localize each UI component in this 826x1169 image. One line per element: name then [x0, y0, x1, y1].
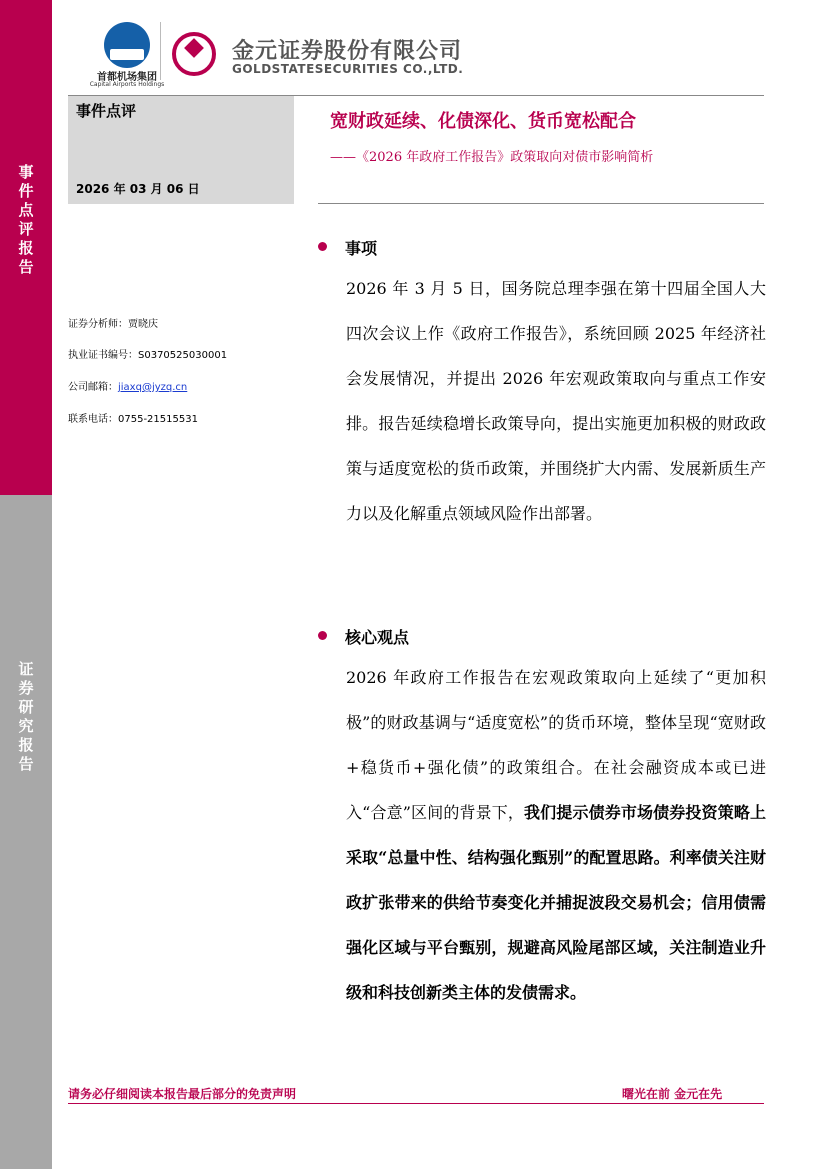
- sidebar-top-label: 事件点评报告: [18, 163, 34, 276]
- report-date: 2026 年 03 月 06 日: [76, 182, 200, 196]
- core-body-bold: 我们提示债券市场债券投资策略上采取“总量中性、结构强化甄别”的配置思路。利率债关注财政扩张带来的供给节奏变化并捕捉波段交易机会；信用债需强化区域与平台甄别，规避高风险尾部区域，关注制造业升级和科技创新类主体的发债需求。: [346, 803, 766, 1002]
- sidebar-bottom-band: [0, 495, 52, 1169]
- section-core-heading: 核心观点: [345, 628, 410, 647]
- report-type: 事件点评: [76, 102, 137, 120]
- analyst-email-label: 公司邮箱：: [68, 382, 118, 393]
- partner-logo-name: 首都机场集团: [97, 72, 157, 83]
- title-divider: [318, 203, 764, 204]
- capital-airports-emblem-icon: [104, 22, 150, 68]
- analyst-email-row: [68, 378, 187, 393]
- analyst-phone: 联系电话：0755-21515531: [68, 414, 198, 425]
- company-name-en: GOLDSTATESECURITIES CO.,LTD.: [232, 62, 464, 76]
- page-header: [52, 0, 826, 95]
- analyst-cert: 执业证书编号：S0370525030001: [68, 350, 228, 361]
- sidebar-bottom-label: 证券研究报告: [18, 660, 34, 773]
- analyst-name: 证券分析师：贾晓庆: [68, 319, 158, 330]
- report-meta-box: [68, 96, 294, 204]
- logo-divider: [160, 22, 161, 80]
- company-name-cn: 金元证券股份有限公司: [232, 39, 463, 64]
- footer-slogan: 曙光在前 金元在先: [622, 1087, 723, 1101]
- footer-disclaimer: 请务必仔细阅读本报告最后部分的免责声明: [68, 1087, 297, 1101]
- goldstate-logo-icon: [172, 32, 224, 84]
- section-event-heading: 事项: [345, 239, 378, 258]
- footer-divider: [68, 1103, 764, 1104]
- page-subtitle: ——《2026 年政府工作报告》政策取向对债市影响简析: [330, 150, 654, 165]
- section-core-body: [346, 655, 766, 1015]
- section-event-body: 2026 年 3 月 5 日，国务院总理李强在第十四届全国人大四次会议上作《政府工作报告》，系统回顾 2025 年经济社会发展情况，并提出 2026 年宏观政策取向与重点工作安排。报告延续稳增长政策导向，提出实施更加积极的财政政策与适度宽松的货币政策，并围绕扩大内需、发展新质生产力以及化解重点领域风险作出部署。: [346, 279, 766, 523]
- partner-logo-sub: Capital Airports Holdings: [89, 81, 165, 88]
- analyst-email-link[interactable]: jiaxq@jyzq.cn: [118, 382, 188, 393]
- page-title: 宽财政延续、化债深化、货币宽松配合: [330, 111, 636, 132]
- core-body-plain: 2026 年政府工作报告在宏观政策取向上延续了“更加积极”的财政基调与“适度宽松”的货币环境，整体呈现“宽财政+稳货币+强化债”的政策组合。在社会融资成本或已进入“合意”区间的背景下，: [346, 668, 766, 822]
- capital-airports-logo: [82, 22, 172, 92]
- bullet-icon: [318, 242, 327, 251]
- bullet-icon: [318, 631, 327, 640]
